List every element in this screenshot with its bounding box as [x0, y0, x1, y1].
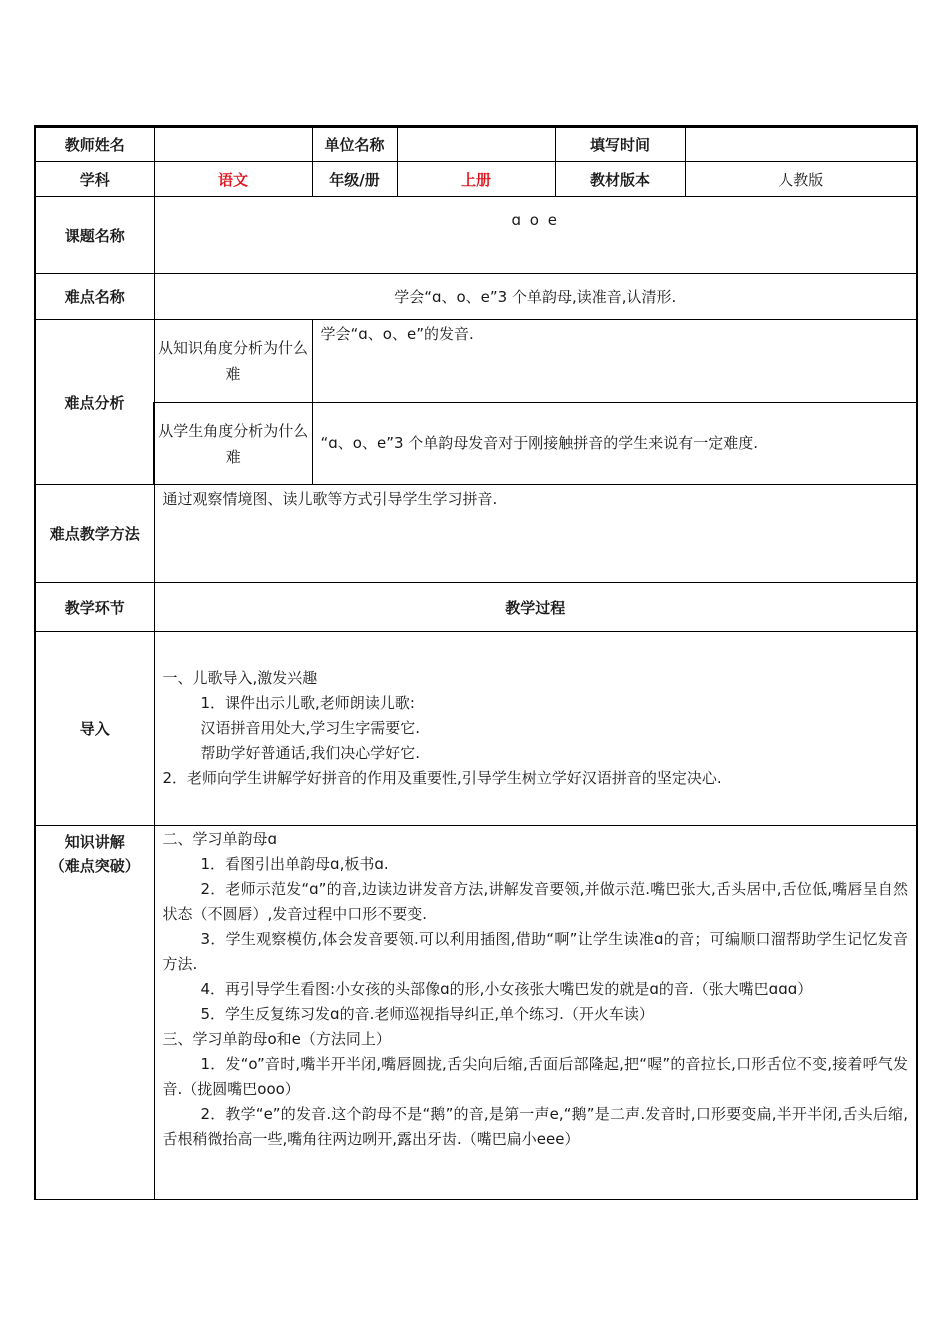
- knowledge-label-line1: 知识讲解: [64, 833, 125, 851]
- edition-value: 人教版: [685, 162, 917, 197]
- knowledge-angle-label: 从知识角度分析为什么难: [154, 320, 312, 403]
- header-row-1: [35, 127, 917, 162]
- grade-label: 年级/册: [312, 162, 397, 197]
- analysis-label: 难点分析: [35, 320, 154, 485]
- difficulty-label: 难点名称: [35, 274, 154, 320]
- knowledge-paragraph: 2．教学“e”的发音.这个韵母不是“鹅”的音,是第一声e,“鹅”是二声.发音时,口形要变扁,半开半闭,舌头后缩,舌根稍微抬高一些,嘴角往两边咧开,露出牙齿.（嘴巴扁小eee）: [162, 1105, 908, 1148]
- intro-content: [154, 632, 917, 826]
- fill-time-label: 填写时间: [555, 127, 685, 162]
- header-row-2: [35, 162, 917, 197]
- method-label: 难点教学方法: [35, 485, 154, 583]
- knowledge-paragraph: 3．学生观察模仿,体会发音要领.可以利用插图,借助“啊”让学生读准ɑ的音；可编顺口溜帮助学生记忆发音方法.: [162, 930, 908, 973]
- knowledge-angle-value: 学会“ɑ、o、e”的发音.: [312, 320, 917, 403]
- method-value: 通过观察情境图、读儿歌等方式引导学生学习拼音.: [154, 485, 917, 583]
- intro-line: 2．老师向学生讲解学好拼音的作用及重要性,引导学生树立学好汉语拼音的坚定决心.: [162, 769, 722, 787]
- process-header: 教学过程: [154, 583, 917, 632]
- intro-row: [35, 632, 917, 826]
- knowledge-paragraph: 2．老师示范发“ɑ”的音,边读边讲发音方法,讲解发音要领,并做示范.嘴巴张大,舌头居中,舌位低,嘴唇呈自然状态（不圆唇）,发音过程中口形不要变.: [162, 880, 908, 923]
- stage-header: 教学环节: [35, 583, 154, 632]
- process-header-row: [35, 583, 917, 632]
- knowledge-paragraph: 5．学生反复练习发ɑ的音.老师巡视指导纠正,单个练习.（开火车读）: [200, 1005, 654, 1023]
- grade-value: 上册: [397, 162, 555, 197]
- fill-time-value: [685, 127, 917, 162]
- subject-value: 语文: [154, 162, 312, 197]
- topic-label: 课题名称: [35, 197, 154, 274]
- subject-label: 学科: [35, 162, 154, 197]
- knowledge-paragraph: 4．再引导学生看图:小女孩的头部像ɑ的形,小女孩张大嘴巴发的就是ɑ的音.（张大嘴巴ɑɑɑ）: [200, 980, 813, 998]
- intro-line: 一、儿歌导入,激发兴趣: [162, 669, 318, 687]
- knowledge-paragraph: 二、学习单韵母ɑ: [162, 830, 278, 848]
- difficulty-value: 学会“ɑ、o、e”3 个单韵母,读准音,认清形.: [154, 274, 917, 320]
- topic-title: ɑ o e: [154, 197, 917, 274]
- knowledge-paragraph: 三、学习单韵母o和e（方法同上）: [162, 1030, 391, 1048]
- lesson-plan-table: [34, 125, 918, 1200]
- knowledge-row: [35, 826, 917, 1200]
- edition-label: 教材版本: [555, 162, 685, 197]
- difficulty-row: [35, 274, 917, 320]
- topic-row: [35, 197, 917, 274]
- knowledge-label-line2: （难点突破）: [49, 857, 140, 875]
- student-angle-label: 从学生角度分析为什么难: [154, 403, 312, 485]
- knowledge-paragraph: 1．发“o”音时,嘴半开半闭,嘴唇圆拢,舌尖向后缩,舌面后部隆起,把“喔”的音拉长,口形舌位不变,接着呼气发音.（拢圆嘴巴ooo）: [162, 1055, 908, 1098]
- knowledge-paragraph: 1．看图引出单韵母ɑ,板书ɑ.: [200, 855, 389, 873]
- unit-name-label: 单位名称: [312, 127, 397, 162]
- intro-line: 1．课件出示儿歌,老师朗读儿歌:: [200, 694, 415, 712]
- intro-label: 导入: [35, 632, 154, 826]
- knowledge-label: [35, 826, 154, 1200]
- teacher-name-value: [154, 127, 312, 162]
- student-angle-value: “ɑ、o、e”3 个单韵母发音对于刚接触拼音的学生来说有一定难度.: [312, 403, 917, 485]
- analysis-row-student: [35, 403, 917, 485]
- method-row: [35, 485, 917, 583]
- teacher-name-label: 教师姓名: [35, 127, 154, 162]
- intro-line: 帮助学好普通话,我们决心学好它.: [200, 744, 421, 762]
- unit-name-value: [397, 127, 555, 162]
- knowledge-content: [154, 826, 917, 1200]
- analysis-row-knowledge: [35, 320, 917, 403]
- intro-line: 汉语拼音用处大,学习生字需要它.: [200, 719, 421, 737]
